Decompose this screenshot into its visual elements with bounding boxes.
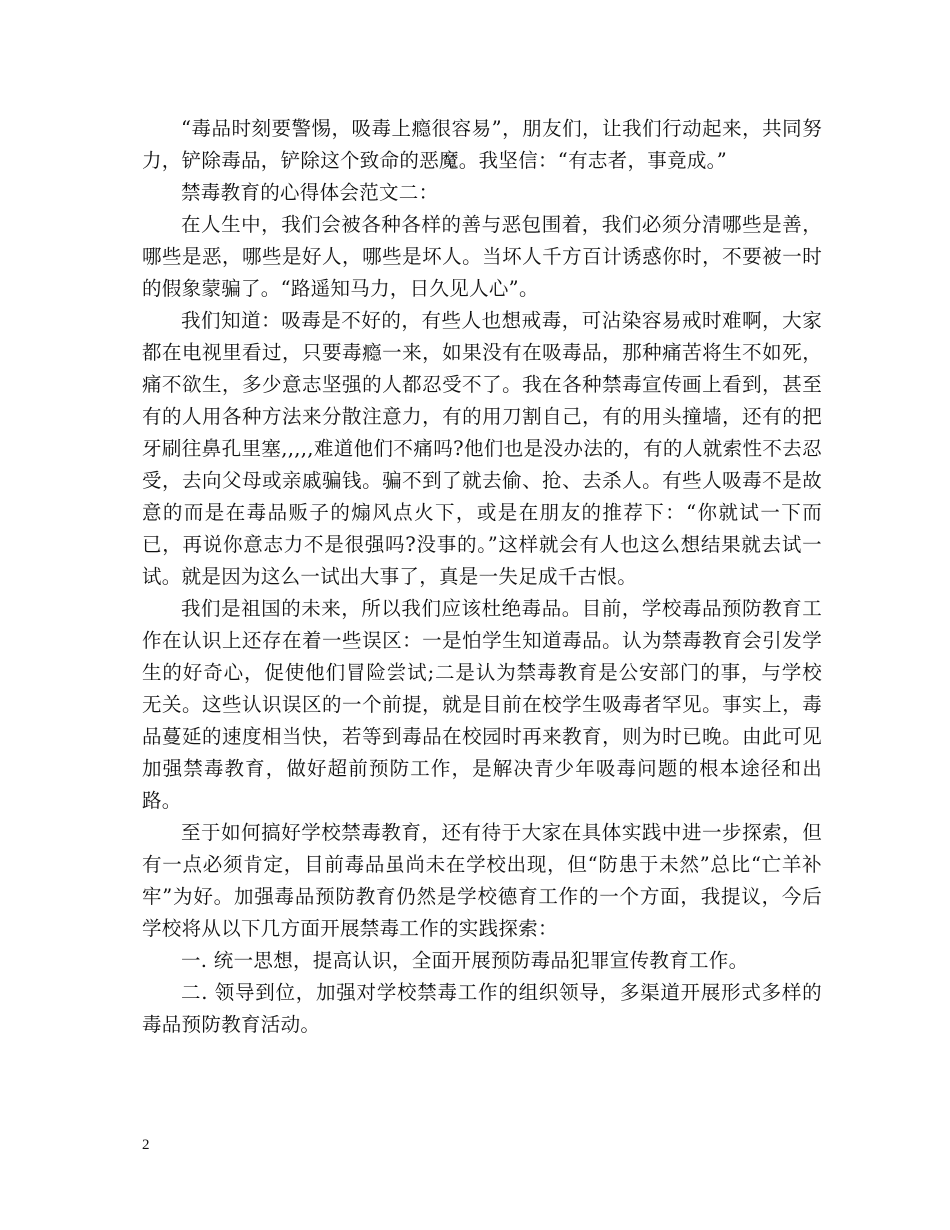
document-body — [142, 113, 822, 1041]
paragraph-1: “毒品时刻要警惕，吸毒上瘾很容易”，朋友们，让我们行动起来，共同努力，铲除毒品，铲除这个致命的恶魔。我坚信：“有志者，事竟成。” — [142, 117, 822, 172]
paragraph-2: 在人生中，我们会被各种各样的善与恶包围着，我们必须分清哪些是善，哪些是恶，哪些是好人，哪些是坏人。当坏人千方百计诱惑你时，不要被一时的假象蒙骗了。“路遥知马力，日久见人心”。 — [142, 213, 822, 300]
paragraph-4: 我们是祖国的未来，所以我们应该杜绝毒品。目前，学校毒品预防教育工作在认识上还存在着一些误区：一是怕学生知道毒品。认为禁毒教育会引发学生的好奇心，促使他们冒险尝试;二是认为禁毒教育是公安部门的事，与学校无关。这些认识误区的一个前提，就是目前在校学生吸毒者罕见。事实上，毒品蔓延的速度相当快，若等到毒品在校园时再来教育，则为时已晚。由此可见加强禁毒教育，做好超前预防工作，是解决青少年吸毒问题的根本途径和出路。 — [142, 597, 822, 812]
paragraph-3: 我们知道：吸毒是不好的，有些人也想戒毒，可沾染容易戒时难啊，大家都在电视里看过，只要毒瘾一来，如果没有在吸毒品，那种痛苦将生不如死，痛不欲生，多少意志坚强的人都忍受不了。我在各种禁毒宣传画上看到，甚至有的人用各种方法来分散注意力，有的用刀割自己，有的用头撞墙，还有的把牙刷往鼻孔里塞,,,,,难道他们不痛吗?他们也是没办法的，有的人就索性不去忍受，去向父母或亲戚骗钱。骗不到了就去偷、抢、去杀人。有些人吸毒不是故意的而是在毒品贩子的煽风点火下，或是在朋友的推荐下：“你就试一下而已，再说你意志力不是很强吗?没事的。”这样就会有人也这么想结果就去试一试。就是因为这么一试出大事了，真是一失足成千古恨。 — [142, 309, 822, 588]
list-item-1: 一. 统一思想，提高认识，全面开展预防毒品犯罪宣传教育工作。 — [181, 949, 749, 972]
paragraph-5: 至于如何搞好学校禁毒教育，还有待于大家在具体实践中进一步探索，但有一点必须肯定，目前毒品虽尚未在学校出现，但“防患于未然”总比“亡羊补牢”为好。加强毒品预防教育仍然是学校德育工作的一个方面，我提议，今后学校将从以下几方面开展禁毒工作的实践探索： — [142, 821, 822, 940]
section-heading: 禁毒教育的心得体会范文二： — [181, 181, 439, 204]
page-number: 2 — [142, 1137, 150, 1153]
list-item-2: 二. 领导到位，加强对学校禁毒工作的组织领导，多渠道开展形式多样的毒品预防教育活动。 — [142, 981, 822, 1036]
